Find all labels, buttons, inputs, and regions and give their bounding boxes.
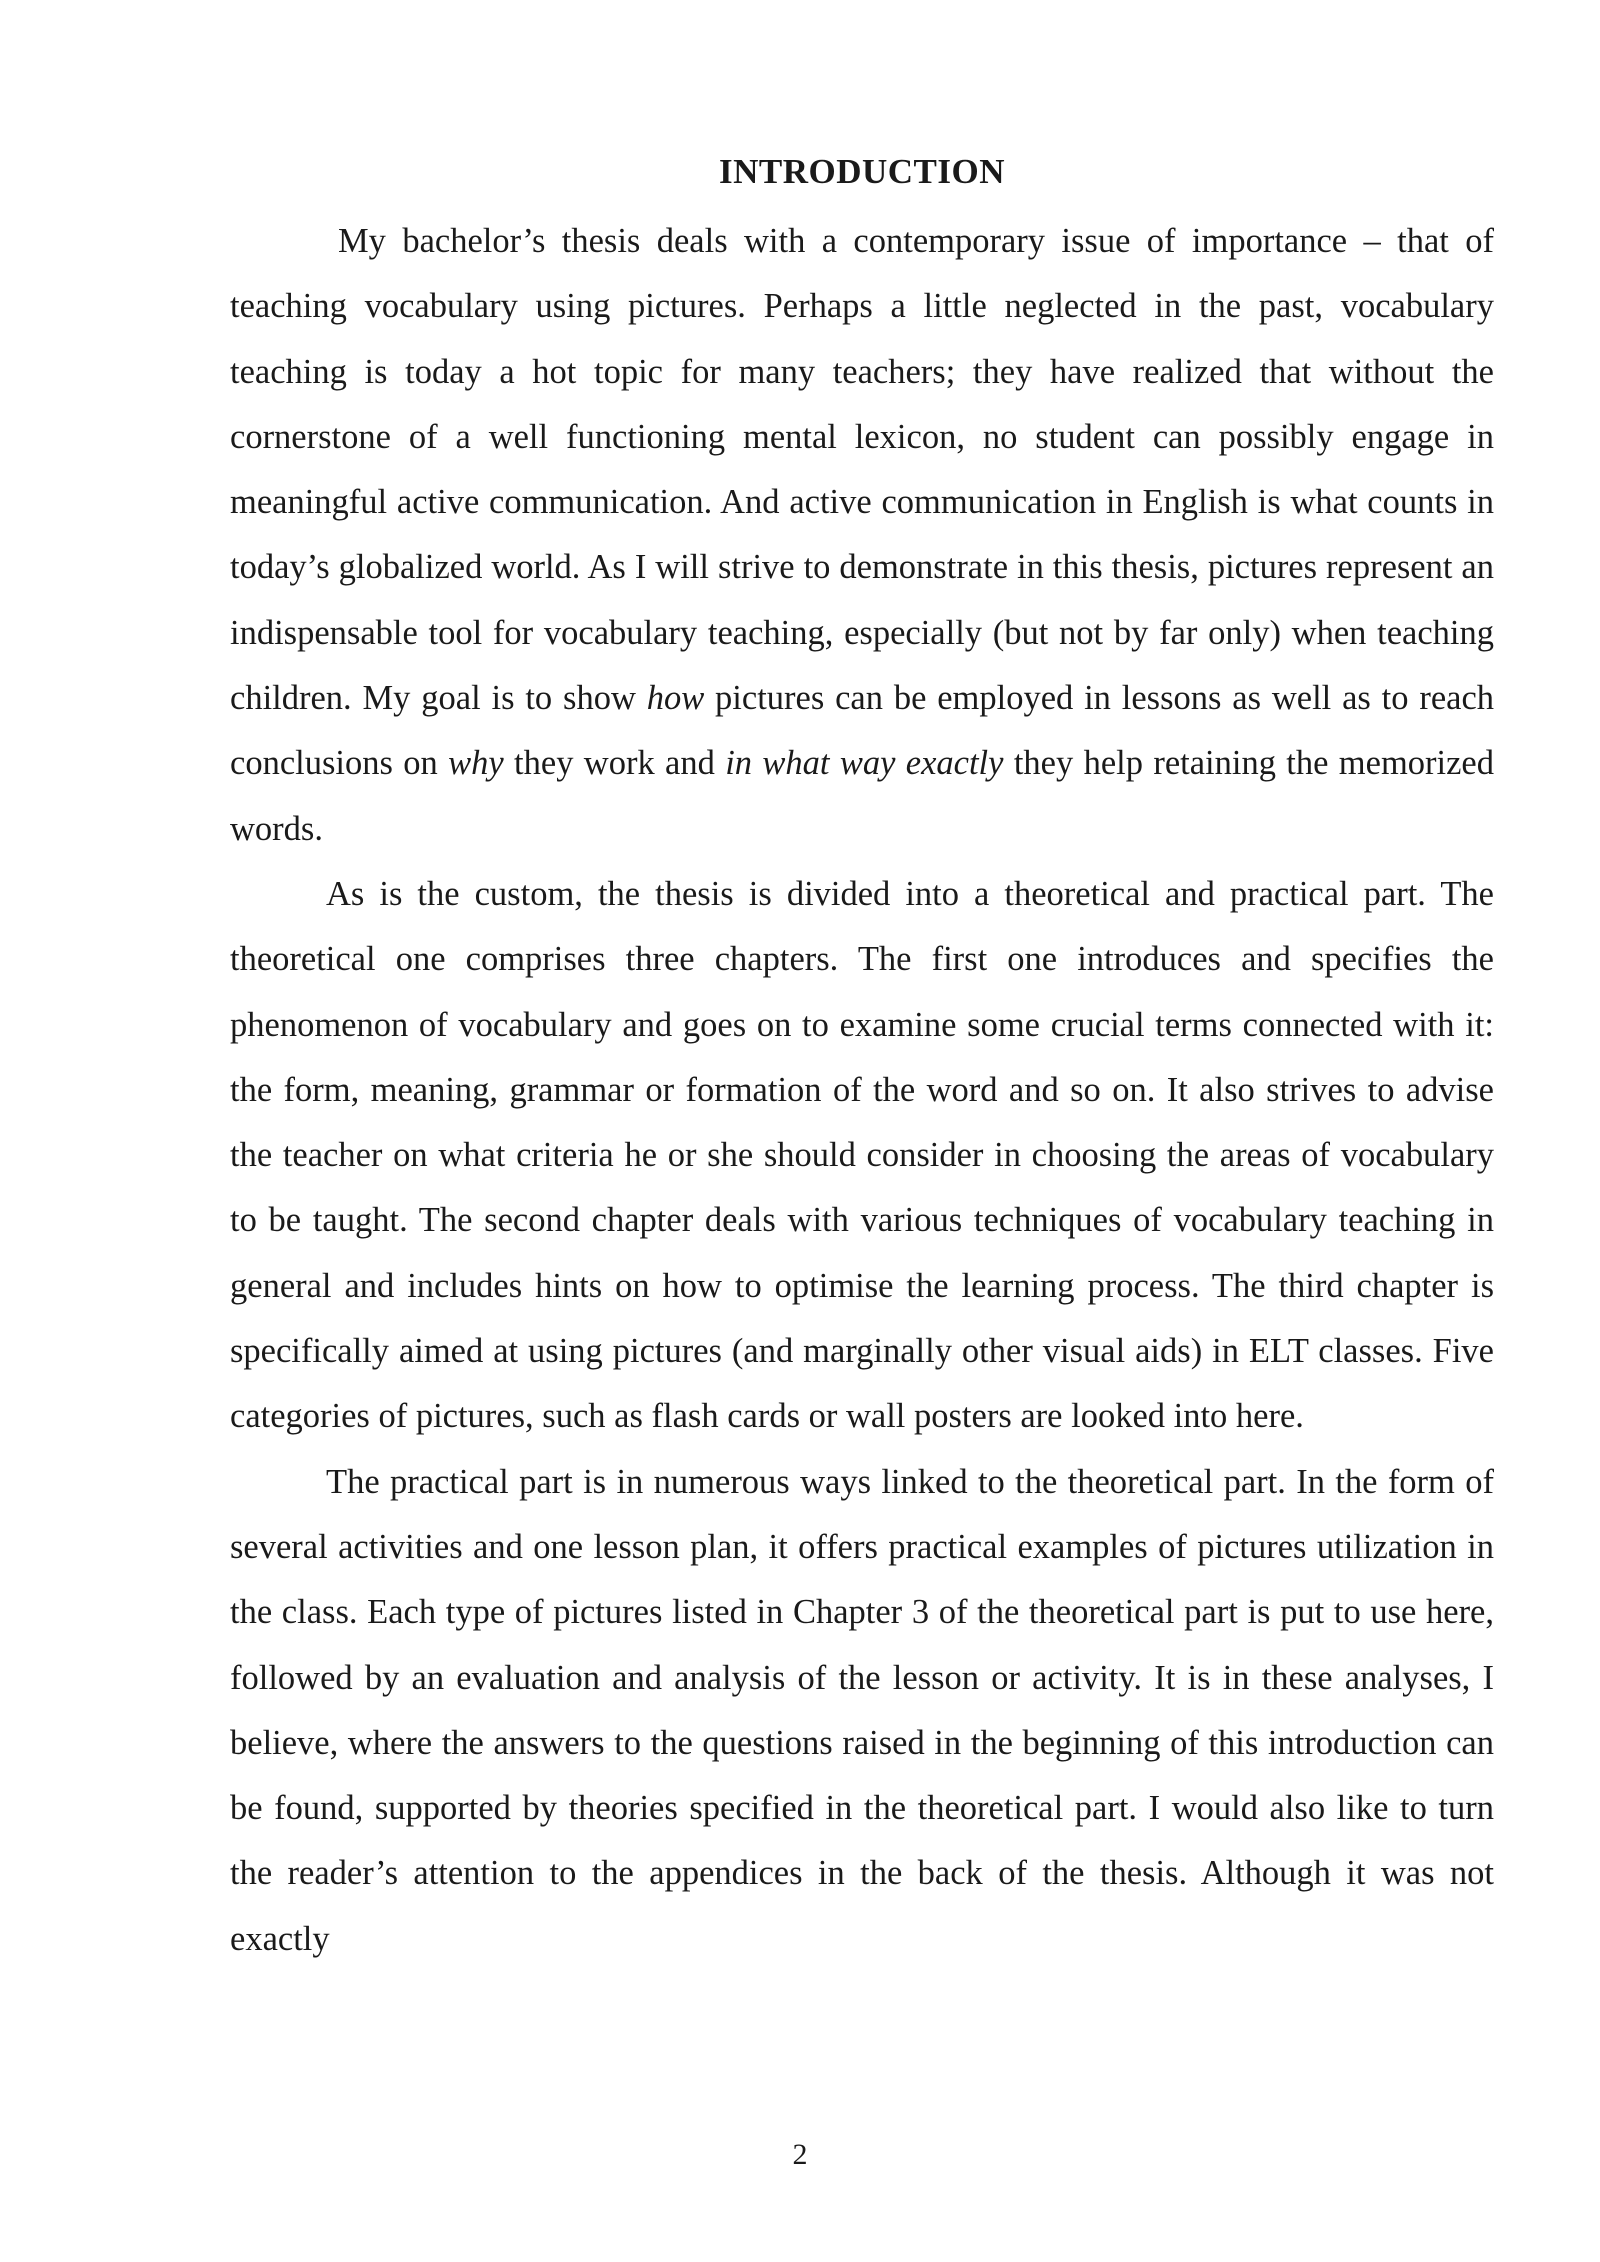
text-run: My bachelor’s thesis deals with a contemporary issue of importance – that of teaching vocabulary using pictures. Perhaps a little neglected in the past, vocabulary teaching is today a hot topic for many teachers; they have realized that without the cornerstone of a well functioning mental lexicon, no student can possibly engage in meaningful active communication. And active communication in English is what counts in today’s globalized world. As I will strive to demonstrate in this thesis, pictures represent an indispensable tool for vocabulary teaching, especially (but not by far only) when teaching children. My goal is to show	[230, 222, 1494, 718]
paragraph	[230, 862, 1494, 1450]
emphasis-text: why	[448, 744, 504, 783]
text-run: As is the custom, the thesis is divided into a theoretical and practical part. The theoretical one comprises three chapters. The first one introduces and specifies the phenomenon of vocabulary and goes on to examine some crucial terms connected with it: the form, meaning, grammar or formation of the word and so on. It also strives to advise the teacher on what criteria he or she should consider in choosing the areas of vocabulary to be taught. The second chapter deals with various techniques of vocabulary teaching in general and includes hints on how to optimise the learning process. The third chapter is specifically aimed at using pictures (and marginally other visual aids) in ELT classes. Five categories of pictures, such as flash cards or wall posters are looked into here.	[230, 874, 1494, 1436]
emphasis-text: how	[646, 679, 705, 718]
text-run: they help retaining the memorized words.	[230, 744, 1494, 848]
paragraph	[230, 209, 1494, 862]
section-heading: INTRODUCTION	[718, 152, 1006, 191]
text-run: they work and	[503, 744, 726, 783]
emphasis-text: in what way exactly	[725, 744, 1004, 783]
text-run: The practical part is in numerous ways linked to the theoretical part. In the form of several activities and one lesson plan, it offers practical examples of pictures utilization in the class. Each type of pictures listed in Chapter 3 of the theoretical part is put to use here, followed by an evaluation and analysis of the lesson or activity. It is in these analyses, I believe, where the answers to the questions raised in the beginning of this introduction can be found, supported by theories specified in the theoretical part. I would also like to turn the reader’s attention to the appendices in the back of the thesis. Although it was not exactly	[230, 1462, 1494, 1958]
text-run: pictures can be employed in lessons as well as to reach conclusions on	[230, 679, 1495, 783]
page-number: 2	[792, 2138, 808, 2171]
body-text	[230, 209, 1494, 1972]
paragraph	[230, 1450, 1494, 1972]
